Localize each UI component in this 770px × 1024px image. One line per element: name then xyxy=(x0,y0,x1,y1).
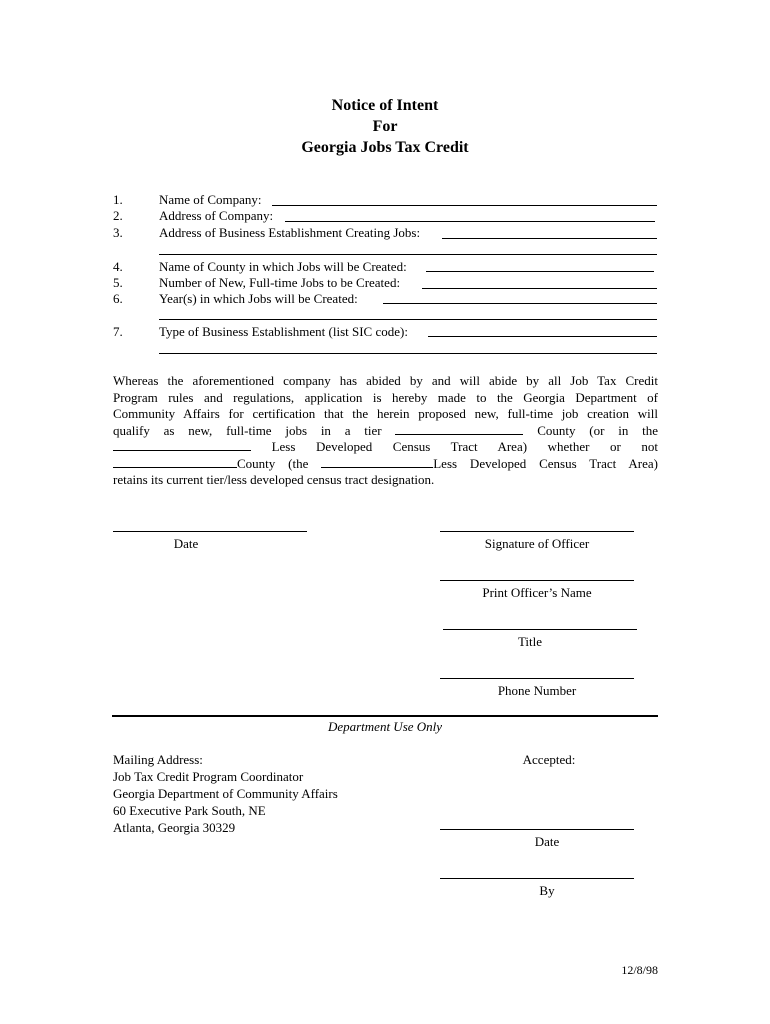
signature-of-officer-caption: Signature of Officer xyxy=(484,536,590,551)
paragraph-line5-text: Less Developed Census Tract Area) whether or not xyxy=(271,439,659,454)
paragraph-line1: Whereas the aforementioned company has abided by and will abide by all Job Tax Credit xyxy=(113,373,658,388)
paragraph-line7: retains its current tier/less developed census tract designation. xyxy=(113,472,435,487)
mailing-address-label: Mailing Address: xyxy=(113,752,203,767)
field-1-number: 1. xyxy=(113,192,123,207)
field-3-label: Address of Business Establishment Creating Jobs: xyxy=(159,225,421,240)
department-use-only-heading: Department Use Only xyxy=(327,719,443,734)
revision-date: 12/8/98 xyxy=(621,963,658,977)
tract-field[interactable] xyxy=(321,457,433,468)
tier-field[interactable] xyxy=(395,424,523,435)
form-title-line3: Georgia Jobs Tax Credit xyxy=(301,139,469,156)
establishment-address-field[interactable] xyxy=(442,238,657,239)
field-5-label: Number of New, Full-time Jobs to be Created: xyxy=(159,275,401,290)
paragraph-line6-text-b: Less Developed Census Tract Area) xyxy=(433,455,658,471)
accepted-by-caption: By xyxy=(539,883,555,898)
department-divider xyxy=(112,715,658,717)
paragraph-line4-text-a: qualify as new, full-time jobs in a tier xyxy=(113,422,382,438)
date-signature-line[interactable] xyxy=(113,531,307,532)
field-3-number: 3. xyxy=(113,225,123,240)
paragraph-line6-text-a: County (the xyxy=(237,455,309,471)
mailing-address-line3: 60 Executive Park South, NE xyxy=(113,803,266,818)
field-6-number: 6. xyxy=(113,291,123,306)
accepted-by-line[interactable] xyxy=(440,878,634,879)
mailing-address-line4: Atlanta, Georgia 30329 xyxy=(113,820,236,835)
field-4-number: 4. xyxy=(113,259,123,274)
field-5-number: 5. xyxy=(113,275,123,290)
field-4-label: Name of County in which Jobs will be Created: xyxy=(159,259,407,274)
jobs-count-field[interactable] xyxy=(422,288,657,289)
accepted-date-caption: Date xyxy=(534,834,560,849)
field-1-label: Name of Company: xyxy=(159,192,262,207)
sic-code-field[interactable] xyxy=(428,336,657,337)
jobs-years-field[interactable] xyxy=(383,303,657,304)
field-2-number: 2. xyxy=(113,208,123,223)
field-7-label: Type of Business Establishment (list SIC code): xyxy=(159,324,408,339)
accepted-date-line[interactable] xyxy=(440,829,634,830)
mailing-address-line1: Job Tax Credit Program Coordinator xyxy=(113,769,304,784)
form-title-line1: Notice of Intent xyxy=(331,97,439,114)
county-name-field[interactable] xyxy=(426,271,654,272)
title-line[interactable] xyxy=(443,629,637,630)
form-title-line2: For xyxy=(372,118,398,135)
paragraph-line2: Program rules and regulations, application is hereby made to the Georgia Department of xyxy=(113,389,658,405)
field-6-label: Year(s) in which Jobs will be Created: xyxy=(159,291,358,306)
paragraph-line6 xyxy=(113,456,658,473)
county-field-2[interactable] xyxy=(113,457,237,468)
title-caption: Title xyxy=(517,634,543,649)
paragraph-line4 xyxy=(113,423,658,440)
sic-code-field-line2[interactable] xyxy=(159,353,657,354)
company-name-field[interactable] xyxy=(272,205,657,206)
paragraph-line3: Community Affairs for certification that the herein proposed new, full-time job creation will xyxy=(113,406,658,421)
accepted-label: Accepted: xyxy=(522,752,576,767)
county-field-1[interactable] xyxy=(113,440,251,451)
mailing-address-line2: Georgia Department of Community Affairs xyxy=(113,786,338,801)
paragraph-line4-text-b: County (or in the xyxy=(537,422,659,438)
date-caption: Date xyxy=(173,536,199,551)
jobs-years-field-line2[interactable] xyxy=(159,319,657,320)
phone-number-caption: Phone Number xyxy=(497,683,577,698)
paragraph-line5 xyxy=(113,439,658,456)
phone-number-line[interactable] xyxy=(440,678,634,679)
officer-signature-line[interactable] xyxy=(440,531,634,532)
print-officer-name-caption: Print Officer’s Name xyxy=(482,585,592,600)
field-2-label: Address of Company: xyxy=(159,208,274,223)
field-7-number: 7. xyxy=(113,324,123,339)
establishment-address-field-line2[interactable] xyxy=(159,254,657,255)
company-address-field[interactable] xyxy=(285,221,655,222)
officer-name-line[interactable] xyxy=(440,580,634,581)
